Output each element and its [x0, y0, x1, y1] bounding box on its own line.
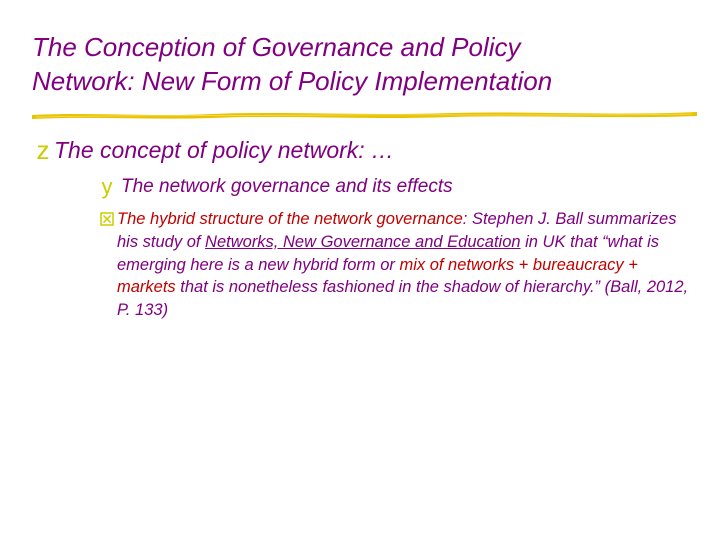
slide-title-line2: Network: New Form of Policy Implementation [32, 66, 553, 96]
level2-text: The network governance and its effects [121, 176, 453, 197]
study-title: Networks, New Governance and Education [205, 232, 521, 251]
x-box-bullet-icon [98, 208, 116, 230]
level3-paragraph [117, 208, 697, 322]
title-divider [32, 106, 697, 122]
mix-highlight: mix of networks + bureaucracy + markets [117, 255, 638, 297]
slide-title [32, 30, 702, 98]
y-bullet-icon: y [101, 174, 113, 199]
level3-colon-text: : Stephen J. Ball summarizes his study of [117, 210, 677, 251]
level3-mid-text: in UK that “what is emerging here is a new hybrid form or [117, 232, 660, 274]
bullet-level2 [96, 174, 453, 200]
hybrid-structure-lead: The hybrid structure of the network governance [117, 210, 463, 228]
slide-title-line1: The Conception of Governance and Policy [32, 32, 521, 62]
level1-text: The concept of policy network: … [54, 137, 395, 163]
bullet-level1 [32, 136, 394, 164]
bullet-level3 [98, 208, 698, 322]
z-bullet-icon: z [36, 134, 50, 165]
level3-end-text: that is nonetheless fashioned in the shadow of hierarchy.” (Ball, 2012, P. 133) [117, 278, 689, 320]
